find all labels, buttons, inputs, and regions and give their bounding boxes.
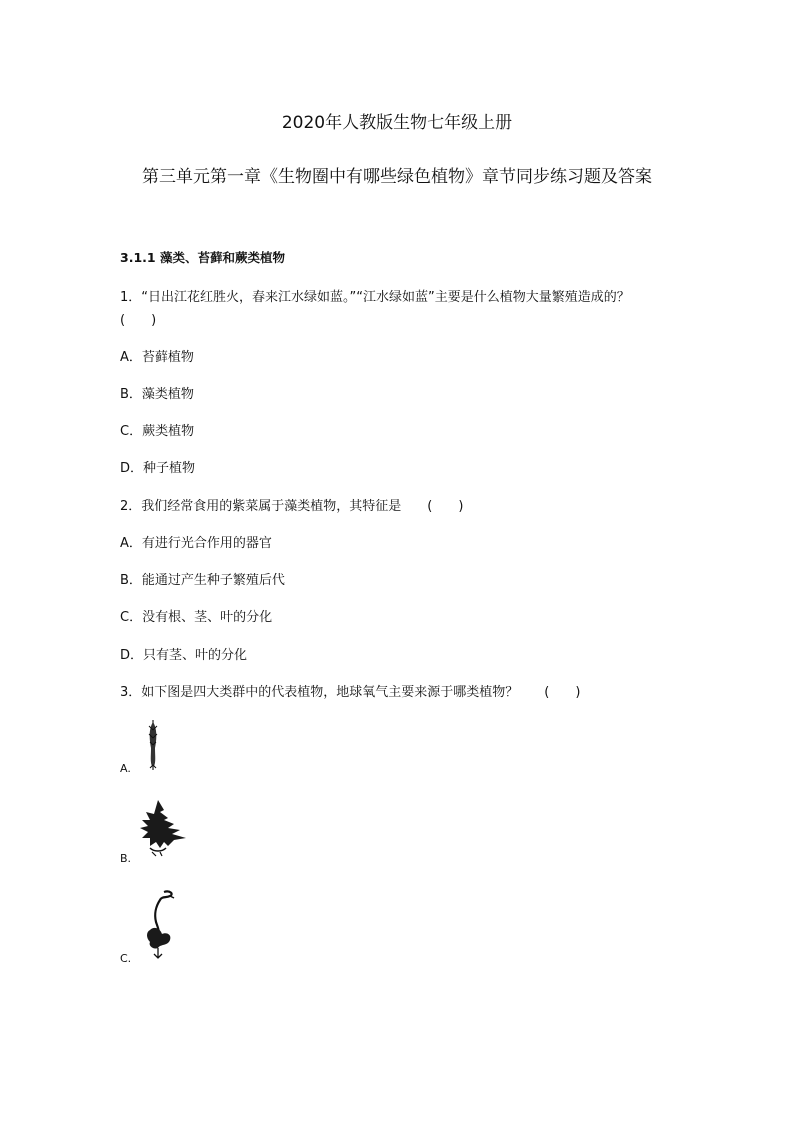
fern-plant-icon bbox=[138, 798, 190, 858]
question-2-option-a: A．有进行光合作用的器官 bbox=[120, 536, 272, 551]
question-2-option-d: D．只有茎、叶的分化 bbox=[120, 648, 248, 663]
page-subtitle: 第三单元第一章《生物圈中有哪些绿色植物》章节同步练习题及答案 bbox=[142, 167, 652, 187]
question-1-option-d: D．种子植物 bbox=[120, 461, 196, 476]
question-2-text: 2．我们经常食用的紫菜属于藻类植物，其特征是 ( ) bbox=[120, 499, 464, 514]
question-1-option-b: B．藻类植物 bbox=[120, 387, 194, 402]
section-heading: 3.1.1 藻类、苔藓和蕨类植物 bbox=[120, 250, 285, 265]
seaweed-plant-icon bbox=[140, 888, 178, 962]
question-3-image-label-b: B. bbox=[120, 852, 132, 865]
question-3-image-label-c: C. bbox=[120, 952, 132, 965]
question-1-text: 1．“日出江花红胜火，春来江水绿如蓝。”“江水绿如蓝”主要是什么植物大量繁殖造成的？ bbox=[120, 290, 630, 305]
question-1-blank: ( ) bbox=[120, 313, 157, 328]
question-3-image-label-a: A. bbox=[120, 762, 131, 775]
question-2-option-c: C．没有根、茎、叶的分化 bbox=[120, 610, 273, 625]
question-2-option-b: B．能通过产生种子繁殖后代 bbox=[120, 573, 285, 588]
moss-plant-icon bbox=[144, 718, 162, 772]
page-title: 2020年人教版生物七年级上册 bbox=[281, 113, 513, 133]
question-1-option-a: A．苔藓植物 bbox=[120, 350, 194, 365]
question-3-text: 3．如下图是四大类群中的代表植物，地球氧气主要来源于哪类植物？ ( ) bbox=[120, 685, 581, 700]
question-1-option-c: C．蕨类植物 bbox=[120, 424, 195, 439]
